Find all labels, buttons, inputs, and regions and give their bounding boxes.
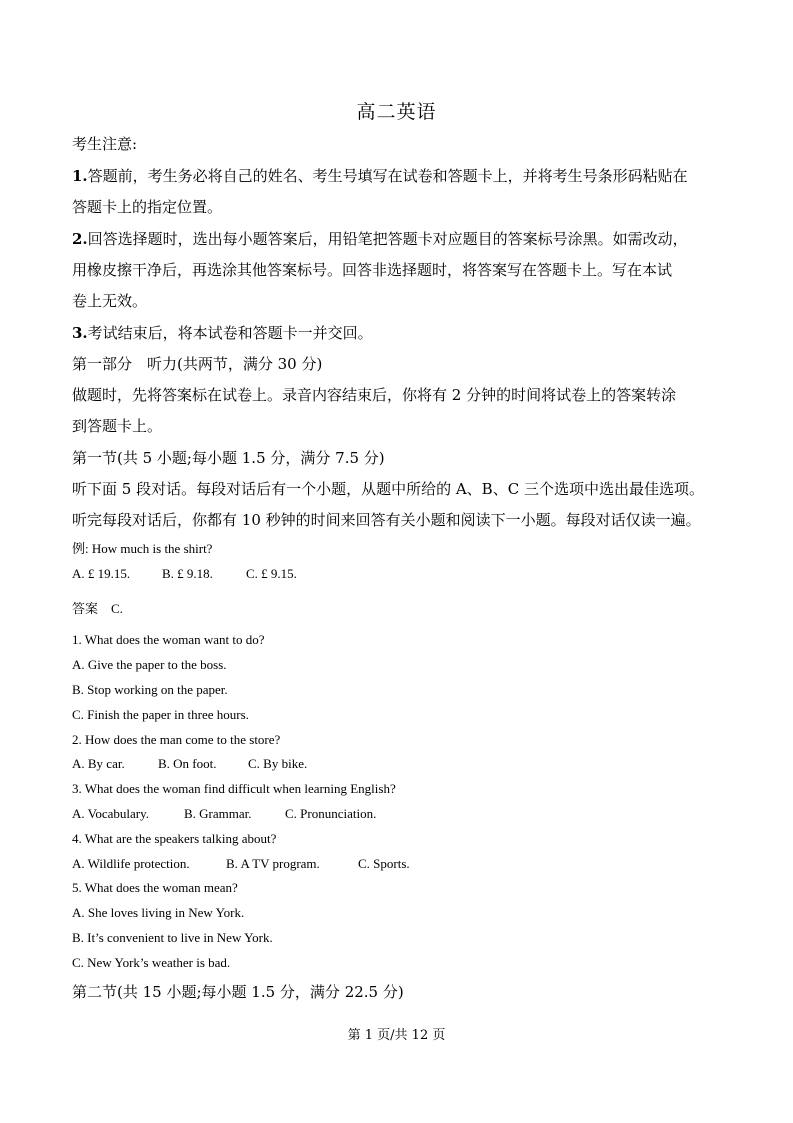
page-number-footer: 第 1 页/共 12 页	[347, 1028, 446, 1043]
notice-item-1-number: 1.	[72, 167, 88, 185]
notice-item-2-line-1	[72, 229, 688, 249]
part-1-intro-line-1: 做题时，先将答案标在试卷上。录音内容结束后，你将有 2 分钟的时间将试卷上的答案转涂	[72, 386, 677, 404]
question-4: 4. What are the speakers talking about?	[72, 831, 277, 846]
question-1: 1. What does the woman want to do?	[72, 632, 265, 647]
example-option-a: A. £ 19.15.	[72, 566, 131, 581]
question-1-option-b: B. Stop working on the paper.	[72, 682, 228, 697]
question-4-option-b: B. A TV program.	[226, 856, 320, 871]
section-1-intro-line-1: 听下面 5 段对话。每段对话后有一个小题，从题中所给的 A、B、C 三个选项中选出最佳选项。	[72, 480, 704, 498]
part-1-heading: 第一部分 听力(共两节，满分 30 分)	[72, 355, 323, 373]
question-2-option-b: B. On foot.	[158, 756, 217, 771]
notice-item-2-line-3: 卷上无效。	[72, 292, 148, 310]
notice-item-3-line-1	[72, 323, 373, 343]
question-3-option-b: B. Grammar.	[184, 806, 252, 821]
question-5-option-b: B. It’s convenient to live in New York.	[72, 930, 273, 945]
question-3-option-c: C. Pronunciation.	[285, 806, 377, 821]
part-1-intro-line-2: 到答题卡上。	[72, 417, 163, 435]
notice-item-3-number: 3.	[72, 324, 88, 342]
question-1-option-a: A. Give the paper to the boss.	[72, 657, 227, 672]
notice-item-1-text: 答题前，考生务必将自己的姓名、考生号填写在试卷和答题卡上，并将考生号条形码粘贴在	[87, 167, 688, 185]
question-4-option-c: C. Sports.	[358, 856, 410, 871]
example-option-c: C. £ 9.15.	[246, 566, 297, 581]
question-4-option-a: A. Wildlife protection.	[72, 856, 190, 871]
notice-item-1-line-1	[72, 166, 688, 186]
notice-item-3-text: 考试结束后，将本试卷和答题卡一并交回。	[87, 324, 373, 342]
section-1-intro-line-2: 听完每段对话后，你都有 10 秒钟的时间来回答有关小题和阅读下一小题。每段对话仅读一遍。	[72, 511, 701, 529]
question-2-option-c: C. By bike.	[248, 756, 308, 771]
example-options	[72, 565, 297, 582]
question-5-option-c: C. New York’s weather is bad.	[72, 955, 231, 970]
question-5-option-a: A. She loves living in New York.	[72, 905, 245, 920]
section-1-heading: 第一节(共 5 小题;每小题 1.5 分，满分 7.5 分)	[72, 449, 385, 467]
question-5: 5. What does the woman mean?	[72, 880, 238, 895]
notice-item-2-number: 2.	[72, 230, 88, 248]
notice-item-2-line-2: 用橡皮擦干净后，再选涂其他答案标号。回答非选择题时，将答案写在答题卡上。写在本试	[72, 261, 673, 279]
question-3-option-a: A. Vocabulary.	[72, 806, 150, 821]
example-answer: 答案 C.	[72, 601, 123, 616]
notice-item-1-line-2: 答题卡上的指定位置。	[72, 198, 223, 216]
notice-item-2-text: 回答选择题时，选出每小题答案后，用铅笔把答题卡对应题目的答案标号涂黑。如需改动，	[87, 230, 688, 248]
example-question: 例: How much is the shirt?	[72, 541, 213, 556]
page-title: 高二英语	[356, 101, 437, 123]
example-option-b: B. £ 9.18.	[162, 566, 213, 581]
question-2: 2. How does the man come to the store?	[72, 732, 281, 747]
question-2-options	[72, 755, 307, 772]
section-2-heading: 第二节(共 15 小题;每小题 1.5 分，满分 22.5 分)	[72, 983, 404, 1001]
notice-heading: 考生注意:	[72, 135, 138, 153]
question-3: 3. What does the woman find difficult when learning English?	[72, 781, 396, 796]
question-3-options	[72, 805, 376, 822]
question-4-options	[72, 855, 410, 872]
question-1-option-c: C. Finish the paper in three hours.	[72, 707, 249, 722]
question-2-option-a: A. By car.	[72, 756, 125, 771]
